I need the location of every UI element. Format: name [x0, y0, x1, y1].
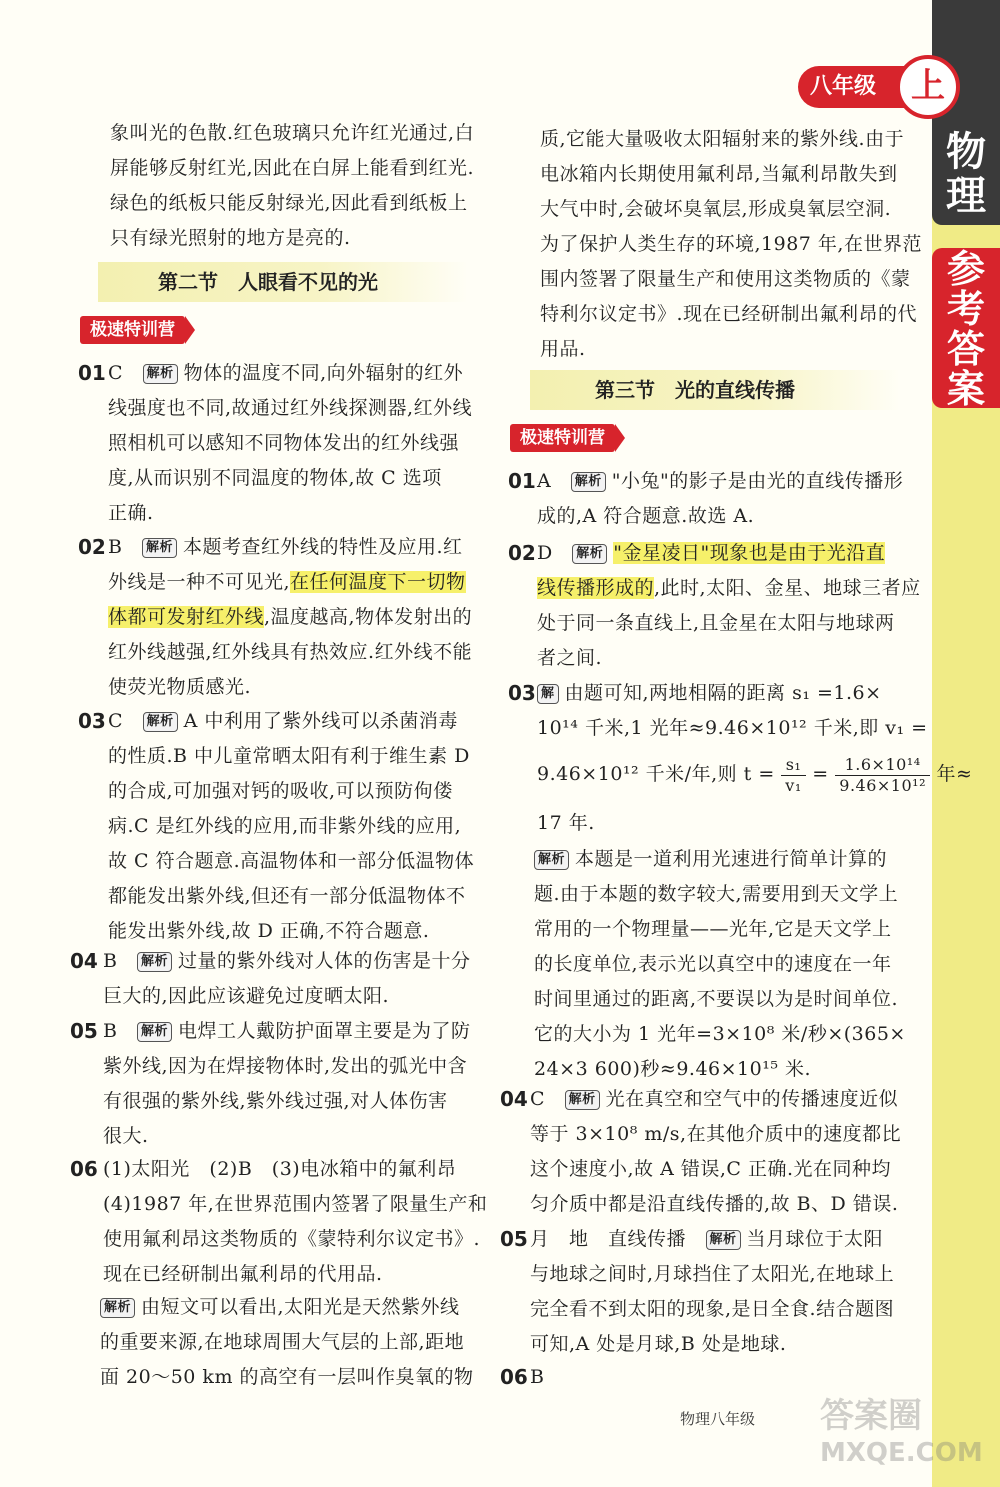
text-line: 电焊工人戴防护面罩主要是为了防	[178, 1020, 471, 1042]
question-number: 02	[508, 541, 536, 565]
text-line: 当月球位于太阳	[746, 1228, 884, 1250]
answer: A	[537, 470, 552, 492]
question-number: 06	[500, 1365, 528, 1389]
text-line: 很大.	[103, 1125, 149, 1147]
analysis-tag: 解析	[565, 1090, 600, 1110]
term-badge: 上	[896, 55, 960, 119]
question-number: 03	[508, 681, 536, 705]
analysis-tag: 解析	[143, 364, 178, 384]
text-line: (4)1987 年,在世界范围内签署了限量生产和	[103, 1193, 488, 1215]
left-intro-2: 屏能够反射红光,因此在白屏上能看到红光.	[110, 157, 475, 179]
highlight-text: 在任何温度下一切物	[290, 571, 466, 593]
text-line: 的性质.B 中儿童常晒太阳有利于维生素 D	[108, 745, 470, 767]
text-line: 常用的一个物理量——光年,它是天文学上	[534, 918, 892, 940]
highlight-text: 线传播形成的	[537, 577, 655, 599]
right-cont: 围内签署了限量生产和使用这类物质的《蒙	[540, 268, 911, 290]
answer: D	[537, 542, 553, 564]
question-number: 04	[500, 1087, 528, 1111]
answers-char: 考	[946, 287, 985, 331]
analysis-tag: 解析	[571, 472, 606, 492]
left-intro-4: 只有绿光照射的地方是亮的.	[110, 227, 351, 249]
left-intro-1: 象叫光的色散.红色玻璃只允许红光通过,白	[110, 122, 475, 144]
text-line: 9.46×10¹² 千米/年,则 t =	[537, 763, 782, 785]
answer: C	[108, 362, 124, 384]
question-number: 05	[500, 1227, 528, 1251]
answer: C	[108, 710, 124, 732]
text-line: 可知,A 处是月球,B 处是地球.	[530, 1333, 787, 1355]
fraction	[835, 755, 930, 796]
question-number: 01	[78, 361, 106, 385]
text-line: 的长度单位,表示光以真空中的速度在一年	[534, 953, 892, 975]
text-line: 度,从而识别不同温度的物体,故 C 选项	[108, 467, 442, 489]
text-line: 使荧光物质感光.	[108, 676, 252, 698]
answers-char: 答	[946, 327, 985, 371]
numerator: 1.6×10¹⁴	[835, 755, 930, 776]
text-line: 正确.	[108, 502, 154, 524]
text-line: 与地球之间时,月球挡住了太阳光,在地球上	[530, 1263, 895, 1285]
text-line: ,温度越高,物体发射出的	[264, 606, 473, 628]
answer: 月 地 直线传播	[530, 1228, 687, 1250]
text-line: 使用氟利昂这类物质的《蒙特利尔议定书》.	[103, 1228, 481, 1250]
text-line: 由短文可以看出,太阳光是天然紫外线	[141, 1296, 460, 1318]
analysis-tag: 解析	[100, 1298, 135, 1318]
text-line: 处于同一条直线上,且金星在太阳与地球两	[537, 612, 895, 634]
watermark-url: MXQE.COM	[820, 1438, 983, 1468]
analysis-tag: 解析	[143, 712, 178, 732]
subject-char-1: 物	[946, 129, 986, 175]
text-line: 题.由于本题的数字较大,需要用到天文学上	[534, 883, 899, 905]
text-line: 等于 3×10⁸ m/s,在其他介质中的速度都比	[530, 1123, 902, 1145]
train-label: 极速特训营	[510, 424, 615, 452]
text-line: 有很强的紫外线,紫外线过强,对人体伤害	[103, 1090, 448, 1112]
text-line: 能发出紫外线,故 D 正确,不符合题意.	[108, 920, 430, 942]
text-line: 年≈	[936, 763, 973, 785]
text-line: ,此时,太阳、金星、地球三者应	[654, 577, 921, 599]
right-cont: 电冰箱内长期使用氟利昂,当氟利昂散失到	[540, 163, 898, 185]
fraction	[781, 755, 805, 796]
question-number: 02	[78, 535, 106, 559]
text-line: 它的大小为 1 光年=3×10⁸ 米/秒×(365×	[534, 1023, 906, 1045]
text-line: 24×3 600)秒≈9.46×10¹⁵ 米.	[534, 1058, 812, 1080]
question-number: 04	[70, 949, 98, 973]
train-label: 极速特训营	[80, 316, 185, 344]
solution-tag: 解	[537, 684, 559, 704]
text-line: 时间里通过的距离,不要误以为是时间单位.	[534, 988, 899, 1010]
highlight-text: 体都可发射红外线	[108, 606, 265, 628]
text-line: 的合成,可加强对钙的吸收,可以预防佝偻	[108, 780, 453, 802]
answers-char: 参	[946, 247, 985, 291]
analysis-tag: 解析	[572, 544, 607, 564]
text-line: 光在真空和空气中的传播速度近似	[605, 1088, 899, 1110]
left-intro-3: 绿色的纸板只能反射绿光,因此看到纸板上	[110, 192, 468, 214]
analysis-tag: 解析	[137, 1022, 172, 1042]
question-number: 06	[70, 1157, 98, 1181]
text-line: "小兔"的影子是由光的直线传播形	[611, 470, 904, 492]
text-line: 面 20～50 km 的高空有一层叫作臭氧的物	[100, 1366, 474, 1388]
text-line: 病.C 是红外线的应用,而非紫外线的应用,	[108, 815, 462, 837]
text-line: 巨大的,因此应该避免过度晒太阳.	[103, 985, 390, 1007]
right-cont: 为了保护人类生存的环境,1987 年,在世界范	[540, 233, 922, 255]
text-line: 本题考查红外线的特性及应用.红	[183, 536, 463, 558]
text-line: 物体的温度不同,向外辐射的红外	[183, 362, 464, 384]
text-line: 这个速度小,故 A 错误,C 正确.光在同种均	[530, 1158, 891, 1180]
answers-char: 案	[946, 367, 985, 411]
answer: B	[103, 950, 118, 972]
question-number: 03	[78, 709, 106, 733]
grade-badge: 八年级	[798, 66, 938, 108]
answer: B	[103, 1020, 118, 1042]
text-line: 的重要来源,在地球周围大气层的上部,距地	[100, 1331, 465, 1353]
text-line: 完全看不到太阳的现象,是日全食.结合题图	[530, 1298, 895, 1320]
text-line: 照相机可以感知不同物体发出的红外线强	[108, 432, 460, 454]
section-title-2: 第二节 人眼看不见的光	[98, 262, 468, 302]
text-line: 由题可知,两地相隔的距离 s₁ =1.6×	[564, 682, 882, 704]
analysis-tag: 解析	[534, 850, 569, 870]
denominator: 9.46×10¹²	[839, 775, 926, 795]
numerator: s₁	[781, 755, 805, 776]
answer: B	[530, 1366, 545, 1388]
text-line: 者之间.	[537, 647, 603, 669]
text-line: A 中利用了紫外线可以杀菌消毒	[183, 710, 458, 732]
answer: C	[530, 1088, 546, 1110]
text-line: 过量的紫外线对人体的伤害是十分	[178, 950, 471, 972]
highlight-text: "金星凌日"现象也是由于光沿直	[613, 542, 886, 564]
right-cont: 质,它能大量吸收太阳辐射来的紫外线.由于	[540, 128, 905, 150]
denominator: v₁	[785, 775, 802, 795]
text-line: 红外线越强,红外线具有热效应.红外线不能	[108, 641, 473, 663]
text-line: 故 C 符合题意.高温物体和一部分低温物体	[108, 850, 475, 872]
text-line: 外线是一种不可见光,	[108, 571, 291, 593]
text-line: 都能发出紫外线,但还有一部分低温物体不	[108, 885, 466, 907]
text-line: 紫外线,因为在焊接物体时,发出的弧光中含	[103, 1055, 468, 1077]
text-line: 本题是一道利用光速进行简单计算的	[575, 848, 888, 870]
subject-char-2: 理	[946, 173, 986, 219]
question-number: 05	[70, 1019, 98, 1043]
section-title-3: 第三节 光的直线传播	[530, 370, 900, 410]
text-line: 10¹⁴ 千米,1 光年≈9.46×10¹² 千米,即 v₁ =	[537, 717, 928, 739]
analysis-tag: 解析	[142, 538, 177, 558]
footer-label: 物理八年级	[680, 1410, 756, 1428]
right-cont: 用品.	[540, 338, 586, 360]
text-line: 17 年.	[537, 812, 595, 834]
question-number: 01	[508, 469, 536, 493]
equals: =	[812, 763, 836, 785]
analysis-tag: 解析	[706, 1230, 741, 1250]
analysis-tag: 解析	[137, 952, 172, 972]
text-line: 线强度也不同,故通过红外线探测器,红外线	[108, 397, 473, 419]
right-cont: 特利尔议定书》.现在已经研制出氟利昂的代	[540, 303, 918, 325]
answers-tab	[932, 247, 1000, 411]
text-line: 匀介质中都是沿直线传播的,故 B、D 错误.	[530, 1193, 899, 1215]
answer: B	[108, 536, 123, 558]
watermark-logo: 答案圈	[820, 1396, 922, 1436]
text-line: 现在已经研制出氟利昂的代用品.	[103, 1263, 383, 1285]
text-line: (1)太阳光 (2)B (3)电冰箱中的氟利昂	[103, 1158, 457, 1180]
text-line: 成的,A 符合题意.故选 A.	[537, 505, 755, 527]
right-cont: 大气中时,会破坏臭氧层,形成臭氧层空洞.	[540, 198, 892, 220]
